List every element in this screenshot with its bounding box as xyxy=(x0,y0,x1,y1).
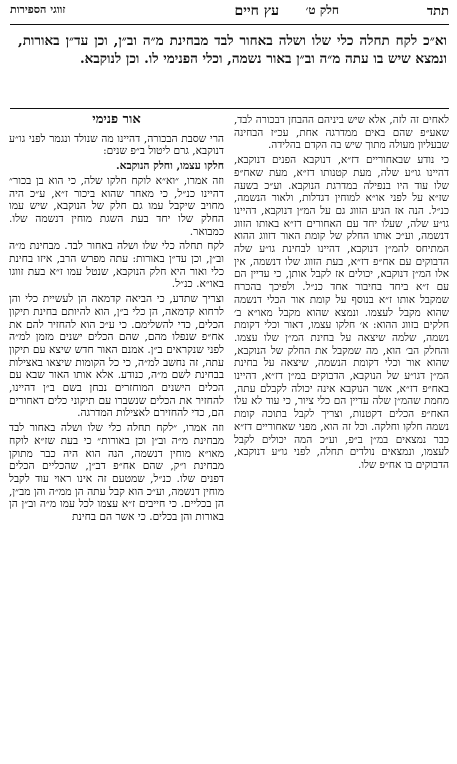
right-paragraph-1: לאחים זה לזה, אלא שיש ביניהם ההבחן דבכורה לבד, שאע״פ שהם באים ממדרגה אחת, עכ״ז הבחינה שבעליון מעולה מתוך שיש בה הקדם בהלידה. xyxy=(234,114,449,152)
left-paragraph-1: הרי שסבת הבכורה, דהיינו מה שנולד ונגמר לפני גו״ע דנוקבא, גרם ליטול ב״פ שנים: xyxy=(9,132,224,158)
left-paragraph-5: וצריך שתדע, כי הביאה קדמאה הן לעשיית כלי והן לרחוא קדמאה, הן כלי ב״ן, הוא להיותם בחינת תיקון הכלים, כדי להשלימם. כי ע״כ הוא להחזיר להם את אח״פ שנפלו מהם, שהם הכלים ישנים מזמן למ״ה לפני שנקראים ב״ן. אמנם האור חדש שיצא עם תיקון עתה, זה נחשב למ״ה, כי כל הקומות שיצאו באצילות בבחינת לשם מ״ה, כנודע. אלא אותו האור שבא עם הכלים הישנים המוחזרים נבחן בשם ב״ן דהיינו, להחזיר את הכלים שנשברו עם תיקוני כלים דאחורים הם, כדי להחזירם לאצילות המדרגה. xyxy=(9,293,224,420)
intro-text xyxy=(18,32,447,68)
column-heading: אור פנימי xyxy=(92,112,141,127)
left-paragraph-2: חלקו עצמו, וחלק הנוקבא. xyxy=(115,160,224,173)
left-paragraph-6: וזה אמרו, ״לקח תחלה כלי שלו ושלה באחור לבד מבחינת מ״ה וב״ן וכן באורות״ כי בעת שז״א לוקח מאו״א מוחין דנשמה, הנה הוא היה כבר מתוקן מבחינת ו״ק, שהם אח״פ דב״ן, שהכליים הכלים דפנים שלו. כנ״ל, שמטעם זה אינו ראוי עוד לקבל מוחין דנשמה, וע״כ הוא קבל עתה הן ממ״ה והן מב״ן, הן בכליים. כי חייבים ז״א עצמו לכל עמו מ״ה וב״ן הן באורות והן בכלים. כי אשר הם בחינת xyxy=(9,422,224,524)
book-title: עץ חיים xyxy=(234,3,279,19)
header-rule xyxy=(10,24,449,25)
page-number: תתד xyxy=(426,4,449,19)
left-paragraph-3: וזה אמרו, ״וא״א לוקח חלקו שלה, כי הוא בן בכור״ דהיינו כנ״ל, כי מאחר שהוא ביכור ז״א, ע״כ היה מחויב שיקבל עמו גם חלק של הנוקבא, שיש עמו החלק שלו יחד בעת השגת מוחין דנשמה שלו. כמבואר. xyxy=(9,174,224,238)
left-column xyxy=(9,114,224,526)
left-paragraph-4: לקח תחלה כלי שלו ושלה באחור לבד. מבחינת מ״ה וב״ן, וכן עד״ן באורות: עתה מפרש הרב, איזו בחינת כלי ואור היא חלק הנוקבא, שנטל עמו ז״א בעת זווגו באו״א. כנ״ל. xyxy=(9,240,224,291)
right-paragraph-2: כי נודע שבאחוריים דז״א, דנוקבא הפנים דנוקבא, דהיינו גו״ע שלה, מעת קטנותו דז״א, מעת שאח״פ שלו עוד היו בנפילה במדרגת הנוקבא. וע״כ בשעה שז״א על לפני או״א למוחין דגדלות, ולאור הנשמה, כנ״ל. הנה אז הגיע הזווג גם על המ״ן דנוקבא, דהיינו גו״ע שלה, שעלו יחד עם האחורים דז״א באותו הזווג דנשמה, וע״כ אותו החלק של קומת האור דזווג ההוא המתיחס להמ״ן דנוקבא, דהיינו לבחינת גו״ע שלה הדבוקים עם אח״פ דז״א, בעת הזווג שלו דנשמה, אין אלו המ״ן דנוקבא, יכולים אז לקבל אותן, כי עדיין הם עם ז״א ביחד בחיבור אחד כנ״ל. ולפיכך בהכרח שמקבל אותו ז״א בנוסף על קומת אור הכלי דנשמה שהוא מקבל לעצמו. ונמצא שהוא מקבל מאו״א ב׳ חלקים בזווג ההוא: א׳ חלקו עצמו, דאור וכלי דקומת נשמה, שלמה שיצאה על בחינת המ״ן שלו עצמו. והחלק הב׳ הוא, מה שמקבל את החלק של הנוקבא, שהוא אור וכלי דקומת הנשמה, שיצאה על בחינת המ״ן דגו״ע של הנוקבא, הדבוקים במ״ן דז״א, דהיינו באח״פ דז״א, אשר הנוקבא אינה יכולה לקבלם עתה, מחמת שהמ״ן שלה עדיין הם כלי ציור, כי עוד לא עלו האח״פ הכלים דקטנות, וצריך לקבל בתוכה קומת נשמה חלקו וחלקה. וכל זה הוא, מפני שאחוריים דז״א כבר נמצאים במ״ן ב״פ, וע״כ המה יכולים לקבל לעצמו, ונמצאים נולדים תחלה, לפני גו״ע דנוקבא, הדבוקים בו אח״פ שלו. xyxy=(234,154,449,471)
section-title: זווגי הספירות xyxy=(10,3,66,16)
intro-paragraph: וא״כ לקח תחלה כלי שלו ושלה באחור לבד מבחינת מ״ה וב״ן, וכן עד״ן באורות, ונמצא שיש בו עתה מ״ה וב״ן באור נשמה, וכלי הפנימי לו. וכן לנוקבא. xyxy=(18,33,447,67)
part-label: חלק ט׳ xyxy=(305,3,339,17)
right-column xyxy=(234,114,449,474)
intro-rule xyxy=(10,108,449,109)
running-header xyxy=(10,3,449,25)
